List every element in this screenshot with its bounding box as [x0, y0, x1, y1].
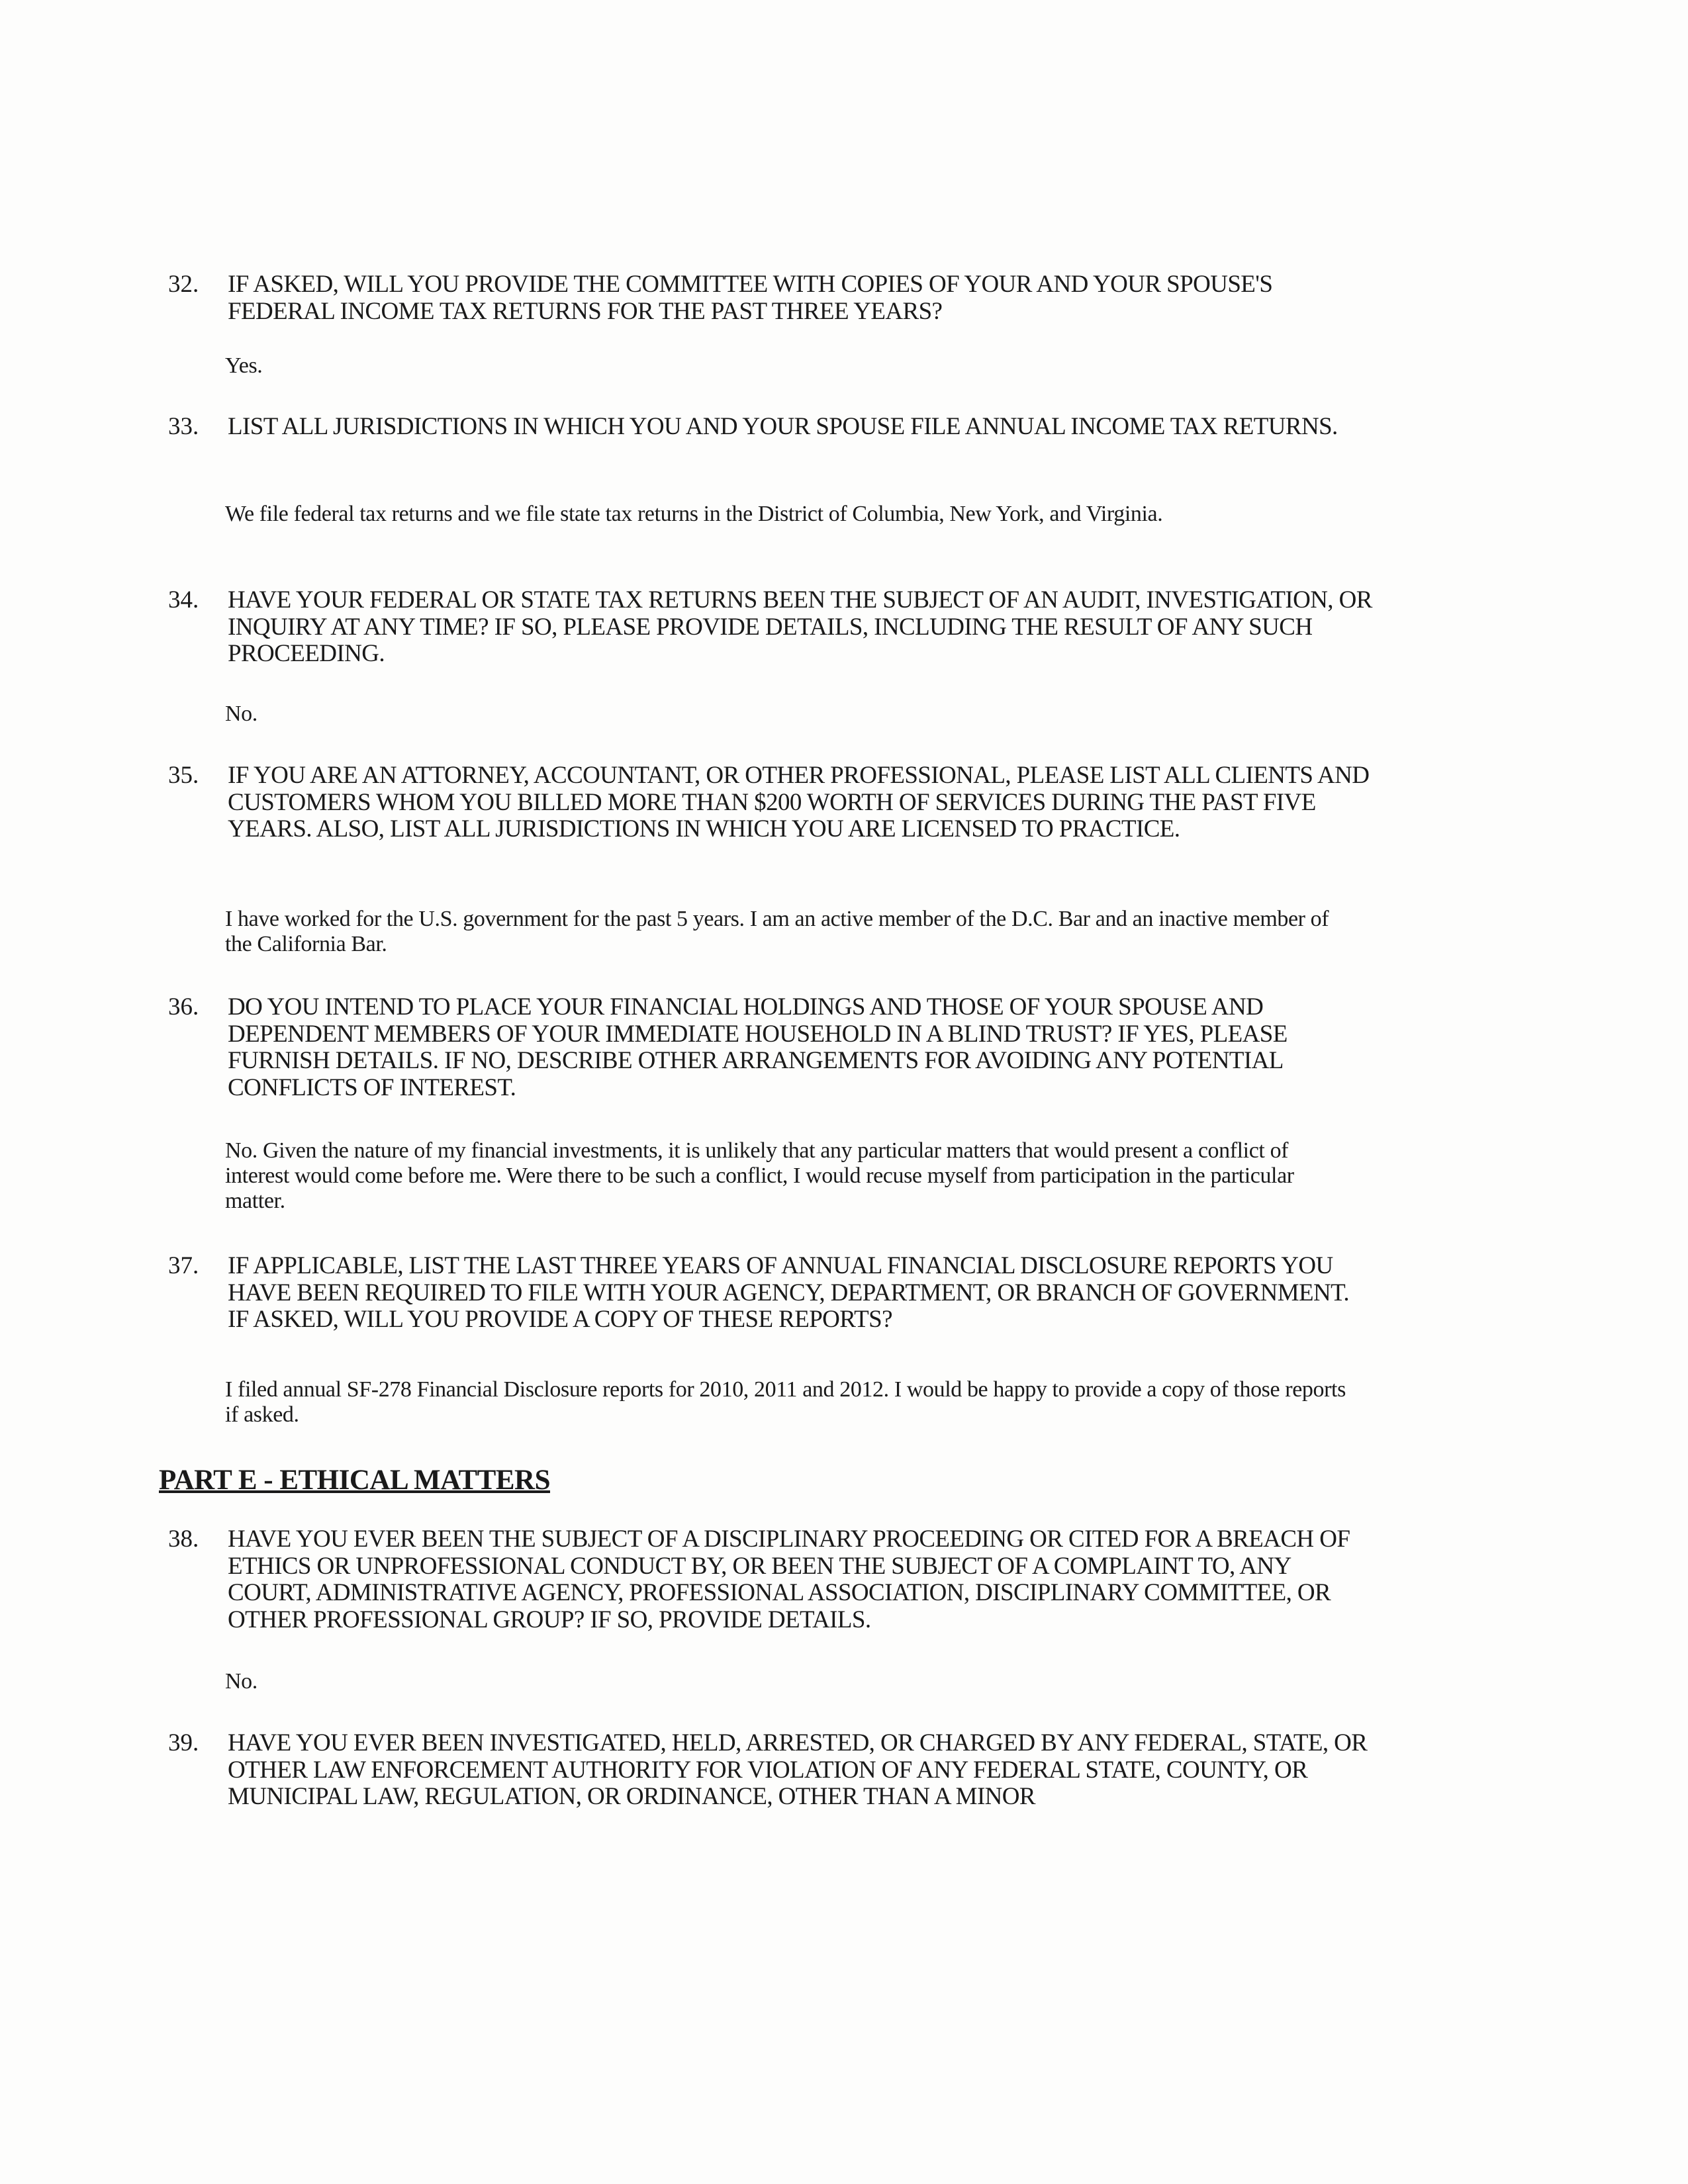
- question-text: HAVE YOUR FEDERAL OR STATE TAX RETURNS BEEN THE SUBJECT OF AN AUDIT, INVESTIGATION, OR INQUIRY AT ANY TIME? IF SO, PLEASE PROVIDE DETAILS, INCLUDING THE RESULT OF ANY SUCH PROCEEDING.: [228, 586, 1372, 667]
- section-heading: PART E - ETHICAL MATTERS: [159, 1465, 550, 1496]
- question-number: 38.: [168, 1525, 199, 1553]
- question-39: [168, 1730, 1373, 1811]
- question-number: 39.: [168, 1729, 199, 1756]
- answer-33: We file federal tax returns and we file state tax returns in the District of Columbia, New York, and Virginia.: [225, 502, 1163, 526]
- question-number: 34.: [168, 586, 199, 614]
- question-37: [168, 1253, 1373, 1334]
- question-text: IF ASKED, WILL YOU PROVIDE THE COMMITTEE WITH COPIES OF YOUR AND YOUR SPOUSE'S FEDERAL INCOME TAX RETURNS FOR THE PAST THREE YEARS?: [228, 271, 1273, 325]
- answer-36: No. Given the nature of my financial investments, it is unlikely that any particular matters that would present a conflict of interest would come before me. Were there to be such a conflict, I would recuse myself from participation in the particular matter.: [225, 1138, 1294, 1213]
- question-number: 37.: [168, 1252, 199, 1279]
- answer-35: I have worked for the U.S. government for the past 5 years. I am an active member of the D.C. Bar and an inactive member of the California Bar.: [225, 907, 1329, 956]
- question-text: IF YOU ARE AN ATTORNEY, ACCOUNTANT, OR OTHER PROFESSIONAL, PLEASE LIST ALL CLIENTS AND CUSTOMERS WHOM YOU BILLED MORE THAN $200 WORTH OF SERVICES DURING THE PAST FIVE YEARS. ALSO, LIST ALL JURISDICTIONS IN WHICH YOU ARE LICENSED TO PRACTICE.: [228, 762, 1370, 842]
- question-35: [168, 762, 1373, 843]
- answer-38: No.: [225, 1669, 258, 1694]
- question-33: [168, 414, 1373, 441]
- answer-34: No.: [225, 702, 258, 726]
- answer-32: Yes.: [225, 353, 263, 378]
- question-number: 33.: [168, 413, 199, 440]
- question-32: [168, 271, 1373, 325]
- question-number: 36.: [168, 993, 199, 1021]
- question-38: [168, 1526, 1373, 1633]
- question-text: HAVE YOU EVER BEEN THE SUBJECT OF A DISCIPLINARY PROCEEDING OR CITED FOR A BREACH OF ETHICS OR UNPROFESSIONAL CONDUCT BY, OR BEEN THE SUBJECT OF A COMPLAINT TO, ANY COURT, ADMINISTRATIVE AGENCY, PROFESSIONAL ASSOCIATION, DISCIPLINARY COMMITTEE, OR OTHER PROFESSIONAL GROUP? IF SO, PROVIDE DETAILS.: [228, 1525, 1350, 1633]
- question-text: DO YOU INTEND TO PLACE YOUR FINANCIAL HOLDINGS AND THOSE OF YOUR SPOUSE AND DEPENDENT MEMBERS OF YOUR IMMEDIATE HOUSEHOLD IN A BLIND TRUST? IF YES, PLEASE FURNISH DETAILS. IF NO, DESCRIBE OTHER ARRANGEMENTS FOR AVOIDING ANY POTENTIAL CONFLICTS OF INTEREST.: [228, 993, 1288, 1101]
- question-text: LIST ALL JURISDICTIONS IN WHICH YOU AND YOUR SPOUSE FILE ANNUAL INCOME TAX RETURNS.: [228, 413, 1338, 440]
- question-text: IF APPLICABLE, LIST THE LAST THREE YEARS OF ANNUAL FINANCIAL DISCLOSURE REPORTS YOU HAVE BEEN REQUIRED TO FILE WITH YOUR AGENCY, DEPARTMENT, OR BRANCH OF GOVERNMENT. IF ASKED, WILL YOU PROVIDE A COPY OF THESE REPORTS?: [228, 1252, 1350, 1333]
- question-36: [168, 994, 1373, 1101]
- question-number: 35.: [168, 762, 199, 789]
- question-number: 32.: [168, 271, 199, 298]
- answer-37: I filed annual SF-278 Financial Disclosure reports for 2010, 2011 and 2012. I would be happy to provide a copy of those reports if asked.: [225, 1377, 1346, 1427]
- question-text: HAVE YOU EVER BEEN INVESTIGATED, HELD, ARRESTED, OR CHARGED BY ANY FEDERAL, STATE, OR OTHER LAW ENFORCEMENT AUTHORITY FOR VIOLATION OF ANY FEDERAL STATE, COUNTY, OR MUNICIPAL LAW, REGULATION, OR ORDINANCE, OTHER THAN A MINOR: [228, 1729, 1368, 1810]
- question-34: [168, 587, 1373, 668]
